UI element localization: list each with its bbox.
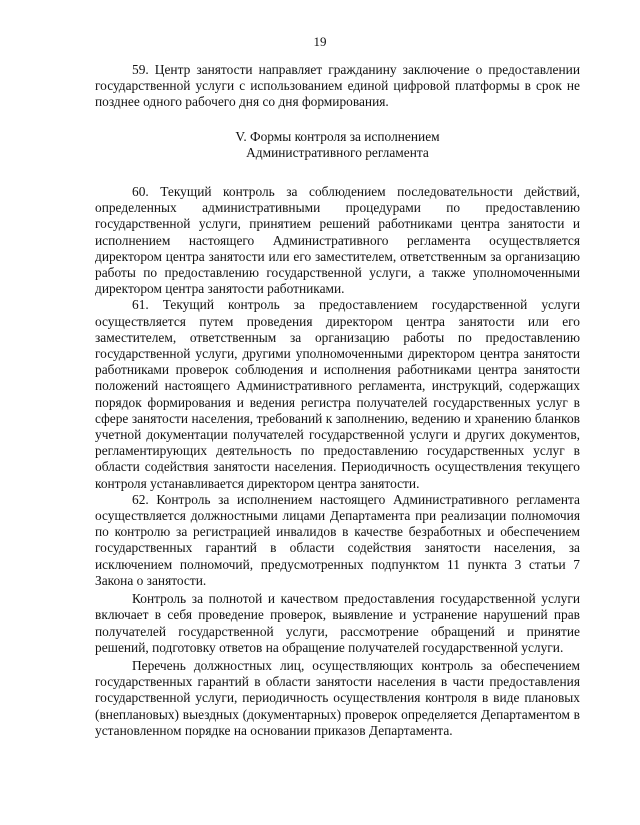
paragraph-59: 59. Центр занятости направляет гражданину заключение о предоставлении государственной услуги с использованием единой цифровой платформы в срок не позднее одного рабочего дня со дня формирования. [95, 62, 580, 110]
section-heading-line-2: Административного регламента [246, 144, 429, 160]
section-heading [95, 129, 580, 161]
page-number: 19 [313, 34, 327, 49]
paragraph-officials-list: Перечень должностных лиц, осуществляющих контроль за обеспечением государственных гарантий в области занятости населения в части предоставления государственной услуги, периодичность осуществления контроля в виде плановых (внеплановых) выездных (документарных) проверок определяется Департаментом в установленном порядке на основании приказов Департамента. [95, 657, 580, 738]
paragraph-62: 62. Контроль за исполнением настоящего Административного регламента осуществляется должностными лицами Департамента при реализации полномочия по контролю за регистрацией инвалидов в качестве безработных и обеспечением государственных гарантий в области содействия занятости населения, за исключением полномочий, предусмотренных подпунктом 11 пункта 3 статьи 7 Закона о занятости. [95, 491, 580, 588]
document-body [95, 62, 580, 739]
paragraph-control-quality: Контроль за полнотой и качеством предоставления государственной услуги включает в себя проведение проверок, выявление и устранение нарушений прав получателей государственной услуги, рассмотрение обращений и принятие решений, подготовку ответов на обращение получателей государственной услуги. [95, 591, 580, 655]
paragraph-61: 61. Текущий контроль за предоставлением государственной услуги осуществляется путем проведения директором центра занятости или его заместителем, ответственным за организацию работы по предоставлению государственной услуги, другими уполномоченными директором центра занятости работниками проверок соблюдения и исполнения работниками центра занятости положений настоящего Административного регламента, инструкций, содержащих порядок формирования и ведения регистра получателей государственных услуг в сфере занятости населения, требований к заполнению, ведению и хранению бланков учетной документации получателей государственной услуги и других документов, регламентирующих деятельность по предоставлению государственных услуг в области содействия занятости населения. Периодичность осуществления текущего контроля устанавливается директором центра занятости. [95, 297, 580, 491]
paragraph-60: 60. Текущий контроль за соблюдением последовательности действий, определенных административными процедурами по предоставлению государственной услуги, принятием решений работниками центра занятости и исполнением настоящего Административного регламента осуществляется директором центра занятости или его заместителем, ответственным за организацию работы по предоставлению государственной услуги, а также уполномоченными директором центра занятости работниками. [95, 184, 580, 297]
section-heading-line-1: V. Формы контроля за исполнением [235, 128, 440, 144]
